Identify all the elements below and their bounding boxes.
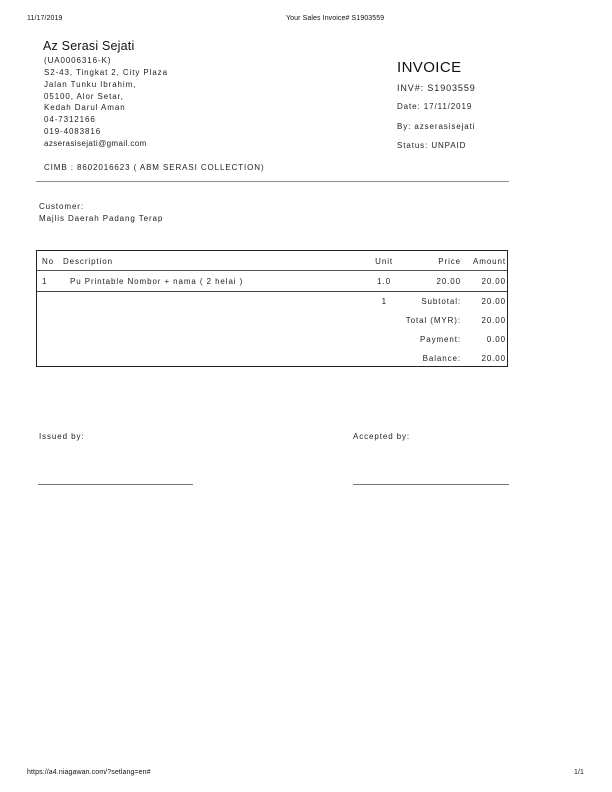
- balance-value: 20.00: [481, 354, 506, 363]
- col-header-no: No: [42, 257, 55, 266]
- subtotal-value: 20.00: [481, 297, 506, 306]
- invoice-by: By: azserasisejati: [397, 122, 476, 131]
- print-date: 11/17/2019: [27, 15, 63, 22]
- customer-name: Majlis Daerah Padang Terap: [39, 214, 164, 223]
- print-page-title: Your Sales Invoice# S1903559: [286, 15, 385, 22]
- summary-count: 1: [381, 297, 387, 306]
- header-divider: [36, 181, 509, 182]
- invoice-date: Date: 17/11/2019: [397, 102, 473, 111]
- company-address-line: Jalan Tunku Ibrahim,: [44, 80, 137, 89]
- company-address-line: S2-43, Tingkat 2, City Plaza: [44, 68, 168, 77]
- table-header-divider: [37, 270, 507, 271]
- total-value: 20.00: [481, 316, 506, 325]
- issued-by-label: Issued by:: [39, 432, 85, 441]
- bank-account: CIMB : 8602016623 ( ABM SERASI COLLECTION): [44, 163, 265, 172]
- total-label: Total (MYR):: [405, 316, 461, 325]
- company-address-line: Kedah Darul Aman: [44, 103, 126, 112]
- accepted-by-signature-line: [353, 484, 509, 485]
- company-phone: 04-7312166: [44, 115, 96, 124]
- invoice-number: INV#: S1903559: [397, 83, 476, 93]
- table-row-price: 20.00: [436, 277, 461, 286]
- customer-label: Customer:: [39, 202, 84, 211]
- company-address-line: 05100, Alor Setar,: [44, 92, 124, 101]
- company-email[interactable]: azserasisejati@gmail.com: [44, 139, 147, 148]
- company-name: Az Serasi Sejati: [43, 39, 135, 53]
- col-header-description: Description: [63, 257, 113, 266]
- invoice-status: Status: UNPAID: [397, 141, 467, 150]
- payment-label: Payment:: [420, 335, 461, 344]
- items-table: [36, 250, 508, 367]
- table-row-description: Pu Printable Nombor + nama ( 2 helai ): [70, 277, 244, 286]
- print-url[interactable]: https://a4.niagawan.com/?setlang=en#: [27, 769, 151, 776]
- table-row-divider: [37, 291, 507, 292]
- table-row-no: 1: [42, 277, 48, 286]
- subtotal-label: Subtotal:: [421, 297, 461, 306]
- company-reg-no: (UA0006316-K): [44, 56, 112, 65]
- col-header-price: Price: [438, 257, 461, 266]
- table-row-unit: 1.0: [377, 277, 391, 286]
- invoice-title: INVOICE: [397, 59, 462, 76]
- balance-label: Balance:: [422, 354, 461, 363]
- payment-value: 0.00: [486, 335, 506, 344]
- col-header-unit: Unit: [375, 257, 393, 266]
- col-header-amount: Amount: [473, 257, 506, 266]
- issued-by-signature-line: [38, 484, 193, 485]
- company-mobile: 019-4083816: [44, 127, 102, 136]
- print-page-number: 1/1: [574, 769, 585, 776]
- accepted-by-label: Accepted by:: [353, 432, 411, 441]
- table-row-amount: 20.00: [481, 277, 506, 286]
